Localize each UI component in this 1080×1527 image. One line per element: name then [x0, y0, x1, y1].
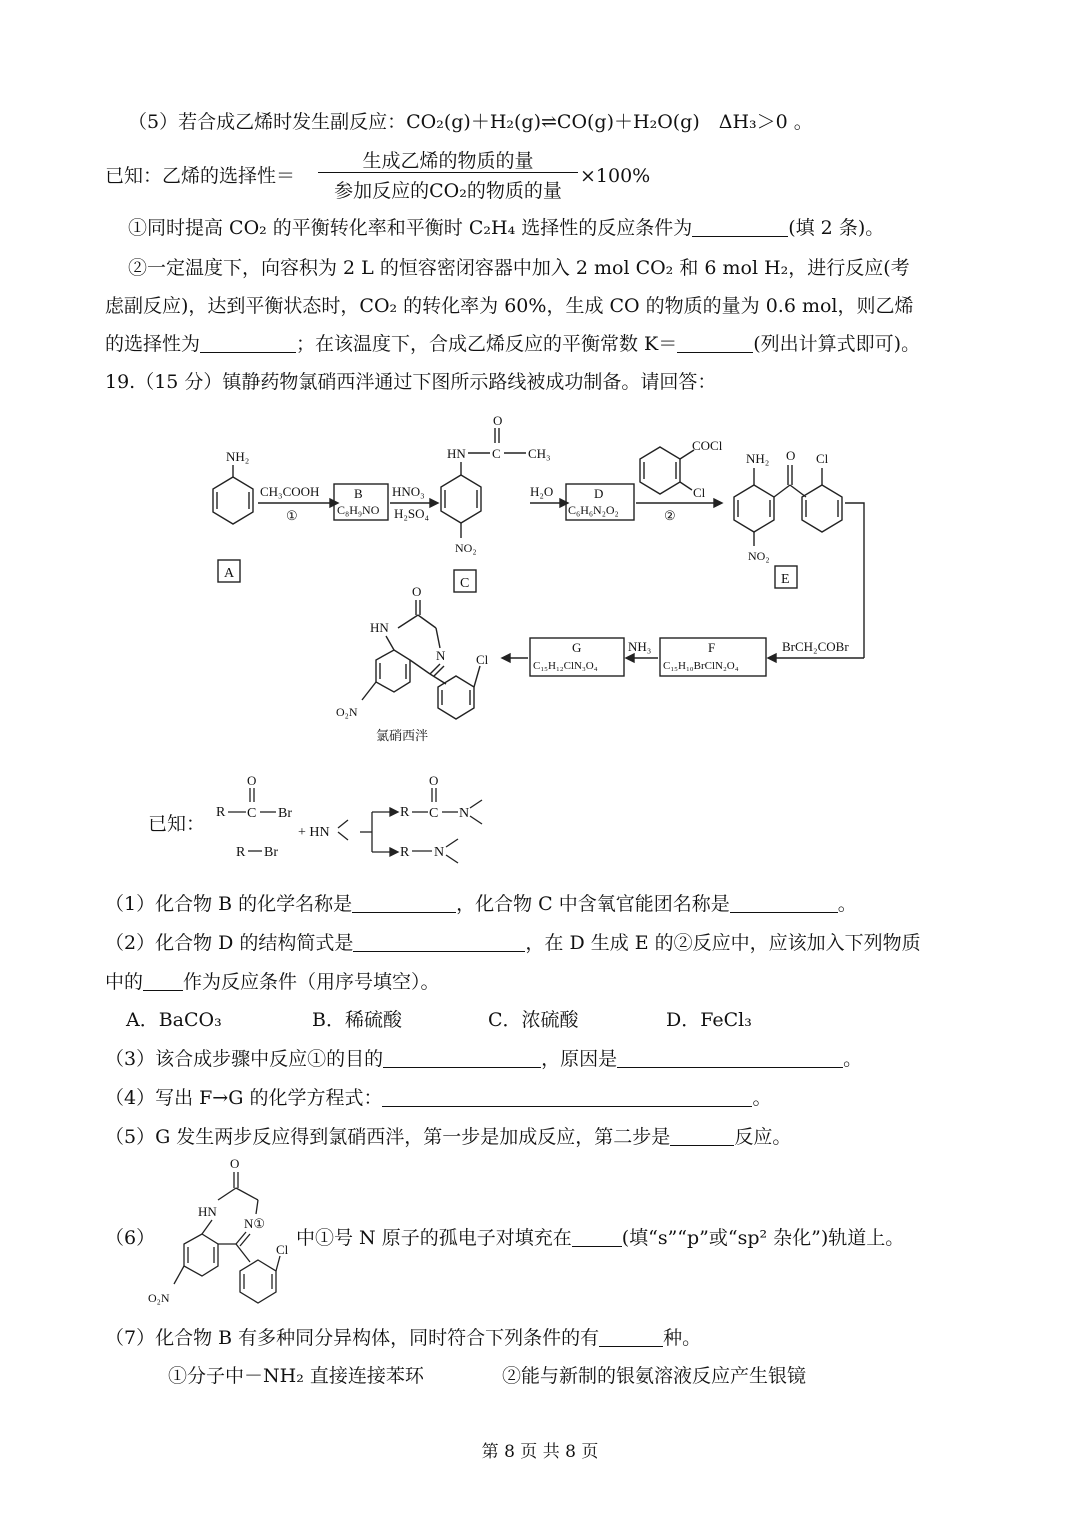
q19-part5: [105, 1125, 791, 1149]
compound-a-structure: [213, 449, 253, 524]
page-footer: 第 8 页 共 8 页: [481, 1442, 599, 1462]
known-prod-r: R: [400, 805, 410, 820]
option-b[interactable]: B．稀硫酸: [312, 1009, 402, 1031]
box-b-name: B: [354, 486, 363, 501]
q18-part5-prefix: （5）若合成乙烯时发生副反应：: [128, 111, 407, 133]
q19-part3-text-a: （3）该合成步骤中反应①的目的: [105, 1048, 384, 1070]
q19-part6-label: （6）: [105, 1227, 156, 1249]
p-hn-label: HN: [370, 620, 389, 635]
selectivity-fraction: [318, 146, 578, 202]
q18-sub1: [128, 216, 884, 240]
q19-part2-line2: [105, 970, 440, 994]
arrowhead: [430, 499, 438, 507]
s6-n1: N①: [244, 1216, 266, 1231]
box-b-formula: C₈H₉NO: [337, 503, 380, 517]
known-prod2-n: N: [434, 845, 445, 860]
answer-blank[interactable]: [617, 1048, 843, 1068]
reagent-chlorobenzoyl-chloride: [640, 438, 723, 500]
reagent-nh3: NH₃: [628, 639, 652, 654]
q19-part2-line1: [105, 931, 921, 955]
part6-structure: [140, 1152, 300, 1322]
option-c[interactable]: C．浓硫酸: [488, 1009, 579, 1031]
q19-part7-text-b: 种。: [663, 1327, 702, 1349]
answer-blank[interactable]: [692, 217, 788, 237]
known-r: R: [216, 805, 226, 820]
fraction-numerator: 生成乙烯的物质的量: [362, 150, 534, 172]
p-o2n-label: O₂N: [336, 705, 358, 719]
q19-part4-text-b: 。: [752, 1087, 772, 1109]
q19-part2-text-d: 作为反应条件（用序号填空）。: [183, 971, 440, 993]
arrowhead: [502, 654, 510, 662]
option-d[interactable]: D．FeCl₃: [666, 1009, 752, 1031]
connector-line: [845, 503, 864, 658]
q19-part7-condition1: ①分子中－NH₂ 直接连接苯环: [168, 1365, 424, 1387]
answer-blank[interactable]: [670, 1126, 734, 1146]
c-no2-label: NO₂: [455, 541, 477, 555]
e-cl-label: Cl: [816, 451, 829, 466]
reagent-water: H₂O: [530, 484, 554, 499]
p-n-label: N: [436, 648, 446, 663]
q19-part6-text-a: 中①号 N 原子的孤电子对填充在: [296, 1227, 572, 1249]
product-name-label: 氯硝西泮: [376, 728, 429, 743]
fraction-denominator: 参加反应的CO₂的物质的量: [334, 180, 562, 202]
known-c: C: [247, 806, 257, 821]
q19-part5-text-a: （5）G 发生两步反应得到氯硝西泮，第一步是加成反应，第二步是: [105, 1126, 671, 1148]
c-carbonyl-o: O: [493, 413, 503, 428]
q18-sub2-text-b: ；在该温度下，合成乙烯反应的平衡常数 K＝: [296, 333, 678, 355]
p-cl-label: Cl: [476, 652, 489, 667]
q19-part7-text-a: （7）化合物 B 有多种同分异构体，同时符合下列条件的有: [105, 1327, 600, 1349]
q19-part3-text-c: 。: [843, 1048, 863, 1070]
q19-part2-text-a: （2）化合物 D 的结构简式是: [105, 932, 354, 954]
fraction-bar: [318, 172, 578, 173]
known-reaction-label: 已知：: [148, 813, 206, 835]
q19-part1: [105, 892, 857, 916]
q19-part2-text-b: ，在 D 生成 E 的②反应中，应该加入下列物质: [525, 932, 921, 954]
option-a[interactable]: A．BaCO₃: [126, 1009, 222, 1031]
answer-blank[interactable]: [382, 1087, 752, 1107]
fraction-multiplier: ×100%: [580, 165, 651, 187]
clonazepam-structure: [336, 584, 489, 719]
answer-blank[interactable]: [200, 333, 296, 353]
q19-part6-text-b: (填“s”“p”或“sp² 杂化”)轨道上。: [621, 1227, 905, 1249]
s6-o: O: [230, 1156, 240, 1171]
q19-part6-text: [296, 1226, 904, 1250]
answer-blank[interactable]: [353, 932, 525, 952]
q18-sub2-line3: [105, 332, 920, 356]
q18-sub2-text-c: (列出计算式即可)。: [753, 333, 921, 355]
answer-blank[interactable]: [730, 893, 838, 913]
compound-e-structure: [734, 448, 842, 563]
q19-part4: [105, 1086, 771, 1110]
q19-part1-text-c: 。: [837, 893, 857, 915]
q18-sub1-text: ①同时提高 CO₂ 的平衡转化率和平衡时 C₂H₄ 选择性的反应条件为: [128, 217, 693, 239]
reagent-hno3: HNO₃: [392, 484, 425, 499]
box-d-formula: C₆H₆N₂O₂: [568, 503, 619, 517]
q18-sub2-text-a: 的选择性为: [105, 333, 201, 355]
box-f-name: F: [708, 640, 716, 655]
c-carbonyl-c: C: [492, 446, 501, 461]
answer-blank[interactable]: [143, 971, 183, 991]
answer-blank[interactable]: [352, 893, 456, 913]
answer-blank[interactable]: [572, 1227, 622, 1247]
arrowhead: [560, 499, 568, 507]
c-methyl: CH₃: [528, 446, 551, 461]
known-reaction-scheme: [200, 770, 520, 870]
q19-part3-text-b: ，原因是: [541, 1048, 618, 1070]
q19-part1-text-a: （1）化合物 B 的化学名称是: [105, 893, 353, 915]
q18-sub2-line2: 虑副反应)，达到平衡状态时，CO₂ 的转化率为 60%，生成 CO 的物质的量为 0.6 mol，则乙烯: [105, 295, 914, 317]
q19-header: 19.（15 分）镇静药物氯硝西泮通过下图所示路线被成功制备。请回答：: [105, 371, 717, 393]
q19-part2-options: [0, 1008, 1080, 1034]
p-carbonyl-o: O: [412, 584, 422, 599]
box-d-name: D: [594, 486, 604, 501]
q19-part7-condition2: ②能与新制的银氨溶液反应产生银镜: [502, 1365, 807, 1387]
s6-cl: Cl: [276, 1242, 289, 1257]
q19-part1-text-b: ，化合物 C 中含氧官能团名称是: [456, 893, 730, 915]
synthesis-scheme: [0, 400, 1080, 760]
box-g-formula: C₁₅H₁₂ClN₃O₄: [533, 660, 598, 672]
reagent-h2so4: H₂SO₄: [394, 506, 430, 521]
q18-sub1-hint: (填 2 条)。: [788, 217, 885, 239]
box-g-name: G: [572, 640, 582, 655]
answer-blank[interactable]: [677, 333, 753, 353]
q19-part5-text-b: 反应。: [734, 1126, 792, 1148]
known-prod-o: O: [429, 773, 439, 788]
q19-part2-text-c: 中的: [105, 971, 144, 993]
s6-hn: HN: [198, 1204, 217, 1219]
label-a: A: [224, 566, 235, 581]
label-e: E: [781, 572, 790, 587]
e-no2-label: NO₂: [748, 549, 770, 563]
side-reaction-equation: CO₂(g)＋H₂(g)⇌CO(g)＋H₂O(g) ΔH₃＞0 。: [406, 111, 813, 133]
answer-blank[interactable]: [599, 1327, 663, 1347]
q18-sub2-line1: ②一定温度下，向容积为 2 L 的恒容密闭容器中加入 2 mol CO₂ 和 6 mol H₂，进行反应(考: [128, 257, 910, 279]
known-prod-n: N: [459, 806, 470, 821]
known-br2: Br: [264, 845, 278, 860]
q19-part4-text-a: （4）写出 F→G 的化学方程式：: [105, 1087, 383, 1109]
reagent-acetic-acid: CH₃COOH: [260, 484, 320, 499]
arrowhead: [768, 654, 776, 662]
q19-part7: [105, 1326, 701, 1350]
known-o: O: [247, 773, 257, 788]
known-br: Br: [278, 806, 292, 821]
step1-label: ①: [286, 508, 298, 523]
box-f-formula: C₁₅H₁₀BrClN₂O₄: [663, 660, 739, 672]
e-carbonyl-o: O: [786, 448, 796, 463]
known-prod-c: C: [429, 806, 439, 821]
a-nh2-label: NH₂: [226, 449, 250, 464]
arrowhead: [714, 499, 722, 507]
known-r2: R: [236, 845, 246, 860]
known-plus-hn: + HN: [298, 825, 330, 840]
cocl-label: COCl: [692, 438, 723, 453]
arrowhead: [626, 654, 634, 662]
selectivity-definition-label: 已知：乙烯的选择性＝: [105, 165, 296, 187]
reagent-bromoacetyl-bromide: BrCH₂COBr: [782, 639, 849, 654]
q18-part5-line: [128, 110, 813, 134]
q19-part3: [105, 1047, 862, 1071]
c-hn-label: HN: [447, 446, 466, 461]
known-prod2-r: R: [400, 845, 410, 860]
reagent-cl-label: Cl: [693, 485, 706, 500]
s6-o2n: O₂N: [148, 1291, 170, 1305]
step2-label: ②: [664, 508, 676, 523]
label-c: C: [460, 576, 470, 591]
answer-blank[interactable]: [383, 1048, 541, 1068]
e-nh2-label: NH₂: [746, 451, 770, 466]
